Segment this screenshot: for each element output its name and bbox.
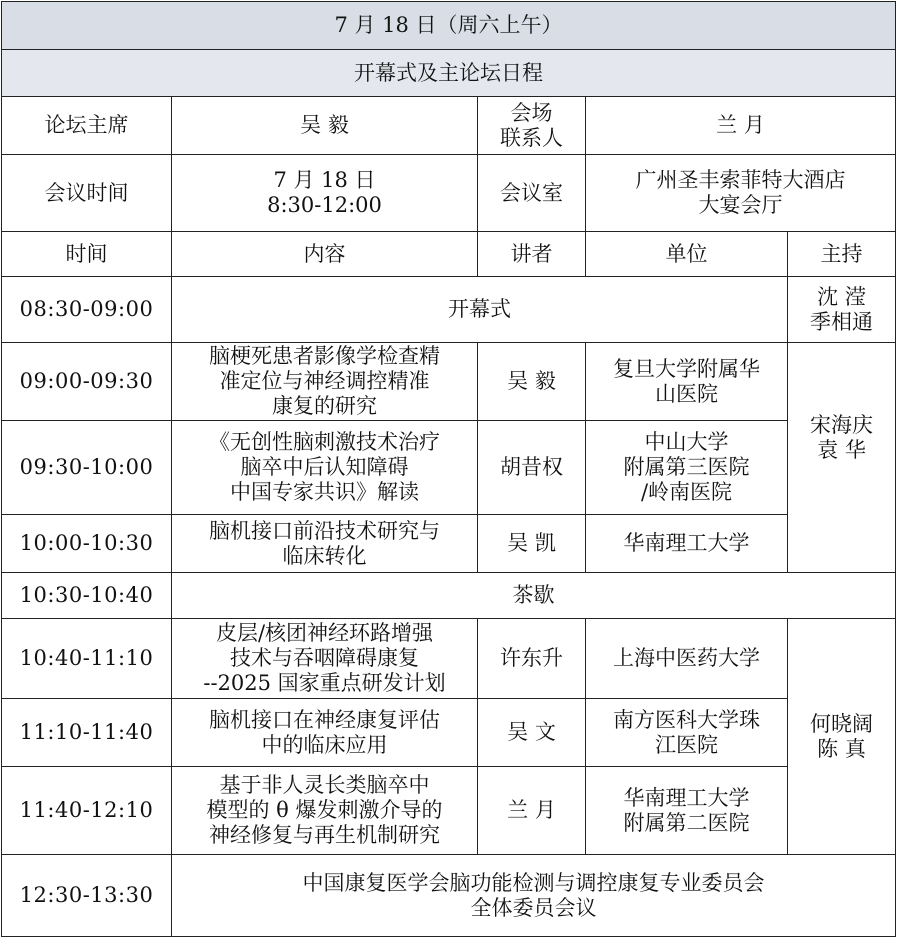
session-unit: 上海中医药大学 bbox=[586, 619, 788, 699]
table-row bbox=[2, 699, 896, 767]
meeting-info-row bbox=[2, 155, 896, 232]
session-content: 基于非人灵长类脑卒中 模型的 θ 爆发刺激介导的 神经修复与再生机制研究 bbox=[172, 767, 478, 855]
col-content-header: 内容 bbox=[172, 232, 478, 277]
table-row bbox=[2, 767, 896, 855]
host-group-2: 何晓阔 陈 真 bbox=[788, 619, 896, 855]
session-unit: 复旦大学附属华 山医院 bbox=[586, 343, 788, 421]
session-host: 沈 滢 季相通 bbox=[788, 277, 896, 343]
host-group-1: 宋海庆 袁 华 bbox=[788, 343, 896, 573]
session-content: 茶歇 bbox=[172, 573, 896, 619]
session-content: 《无创性脑刺激技术治疗 脑卒中后认知障碍 中国专家共识》解读 bbox=[172, 421, 478, 515]
chair-value: 吴 毅 bbox=[172, 97, 478, 155]
table-row bbox=[2, 855, 896, 937]
table-row bbox=[2, 573, 896, 619]
col-speaker-header: 讲者 bbox=[478, 232, 586, 277]
session-unit: 南方医科大学珠 江医院 bbox=[586, 699, 788, 767]
date-title-row bbox=[2, 2, 896, 50]
room-label: 会议室 bbox=[478, 155, 586, 232]
table-row bbox=[2, 619, 896, 699]
table-row bbox=[2, 421, 896, 515]
contact-label: 会场 联系人 bbox=[478, 97, 586, 155]
session-time: 10:30-10:40 bbox=[2, 573, 172, 619]
session-speaker: 许东升 bbox=[478, 619, 586, 699]
session-speaker: 兰 月 bbox=[478, 767, 586, 855]
session-time: 09:30-10:00 bbox=[2, 421, 172, 515]
table-row bbox=[2, 277, 896, 343]
session-unit: 华南理工大学 bbox=[586, 515, 788, 573]
session-time: 08:30-09:00 bbox=[2, 277, 172, 343]
session-speaker: 吴 凯 bbox=[478, 515, 586, 573]
schedule-table bbox=[1, 1, 896, 937]
session-speaker: 胡昔权 bbox=[478, 421, 586, 515]
session-time: 10:00-10:30 bbox=[2, 515, 172, 573]
time-value: 7 月 18 日 8:30-12:00 bbox=[172, 155, 478, 232]
col-host-header: 主持 bbox=[788, 232, 896, 277]
session-time: 11:40-12:10 bbox=[2, 767, 172, 855]
schedule-subtitle: 开幕式及主论坛日程 bbox=[2, 50, 896, 97]
session-content: 脑机接口在神经康复评估 中的临床应用 bbox=[172, 699, 478, 767]
session-time: 10:40-11:10 bbox=[2, 619, 172, 699]
room-value: 广州圣丰索菲特大酒店 大宴会厅 bbox=[586, 155, 896, 232]
session-time: 09:00-09:30 bbox=[2, 343, 172, 421]
session-time: 12:30-13:30 bbox=[2, 855, 172, 937]
session-content: 脑机接口前沿技术研究与 临床转化 bbox=[172, 515, 478, 573]
subtitle-row bbox=[2, 50, 896, 97]
table-row bbox=[2, 343, 896, 421]
session-speaker: 吴 毅 bbox=[478, 343, 586, 421]
session-content: 皮层/核团神经环路增强 技术与吞咽障碍康复 --2025 国家重点研发计划 bbox=[172, 619, 478, 699]
session-time: 11:10-11:40 bbox=[2, 699, 172, 767]
session-content: 脑梗死患者影像学检查精 准定位与神经调控精准 康复的研究 bbox=[172, 343, 478, 421]
session-content: 中国康复医学会脑功能检测与调控康复专业委员会 全体委员会议 bbox=[172, 855, 896, 937]
time-label: 会议时间 bbox=[2, 155, 172, 232]
col-time-header: 时间 bbox=[2, 232, 172, 277]
table-row bbox=[2, 515, 896, 573]
col-unit-header: 单位 bbox=[586, 232, 788, 277]
column-header-row bbox=[2, 232, 896, 277]
session-unit: 华南理工大学 附属第二医院 bbox=[586, 767, 788, 855]
session-content: 开幕式 bbox=[172, 277, 788, 343]
session-unit: 中山大学 附属第三医院 /岭南医院 bbox=[586, 421, 788, 515]
chair-row bbox=[2, 97, 896, 155]
session-speaker: 吴 文 bbox=[478, 699, 586, 767]
date-title: 7 月 18 日（周六上午） bbox=[2, 2, 896, 50]
contact-value: 兰 月 bbox=[586, 97, 896, 155]
chair-label: 论坛主席 bbox=[2, 97, 172, 155]
